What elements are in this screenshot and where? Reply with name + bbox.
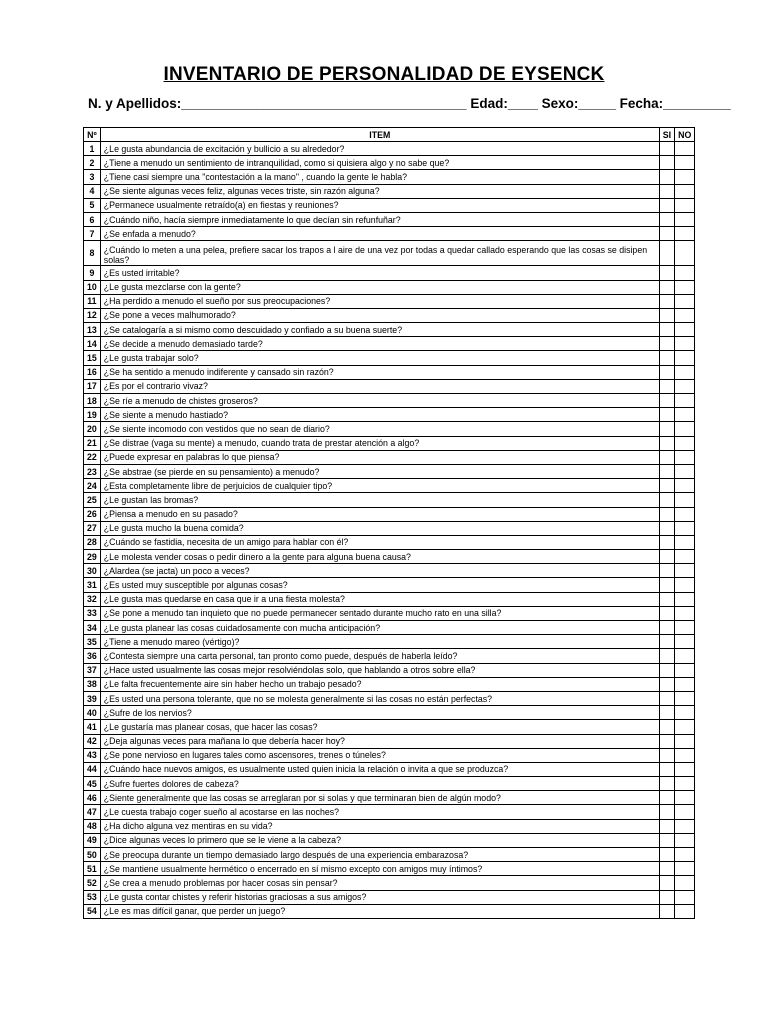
answer-no-cell[interactable]: [675, 379, 695, 393]
answer-si-cell[interactable]: [659, 748, 674, 762]
respondent-fields-line: N. y Apellidos:______________________________________ Edad:____ Sexo:_____ Fecha:_________: [88, 96, 731, 111]
item-question: ¿Le gustaría mas planear cosas, que hacer las cosas?: [100, 720, 659, 734]
table-row: [84, 241, 695, 266]
item-number: 8: [84, 241, 101, 266]
item-number: 20: [84, 422, 101, 436]
table-row: [84, 691, 695, 705]
answer-no-cell[interactable]: [675, 848, 695, 862]
item-question: ¿Permanece usualmente retraído(a) en fiestas y reuniones?: [100, 198, 659, 212]
item-number: 18: [84, 394, 101, 408]
item-number: 52: [84, 876, 101, 890]
answer-no-cell[interactable]: [675, 280, 695, 294]
answer-no-cell[interactable]: [675, 323, 695, 337]
answer-si-cell[interactable]: [659, 663, 674, 677]
item-number: 44: [84, 762, 101, 776]
answer-no-cell[interactable]: [675, 170, 695, 184]
answer-si-cell[interactable]: [659, 212, 674, 226]
item-question: ¿Le cuesta trabajo coger sueño al acostarse en las noches?: [100, 805, 659, 819]
answer-si-cell[interactable]: [659, 706, 674, 720]
answer-no-cell[interactable]: [675, 422, 695, 436]
item-question: ¿Es usted una persona tolerante, que no se molesta generalmente si las cosas no están perfectas?: [100, 691, 659, 705]
answer-no-cell[interactable]: [675, 464, 695, 478]
item-number: 36: [84, 649, 101, 663]
item-question: ¿Le gusta trabajar solo?: [100, 351, 659, 365]
item-question: ¿Le gusta planear las cosas cuidadosamente con mucha anticipación?: [100, 621, 659, 635]
table-row: [84, 450, 695, 464]
column-header-si: SI: [659, 128, 674, 142]
answer-si-cell[interactable]: [659, 777, 674, 791]
item-number: 31: [84, 578, 101, 592]
table-row: [84, 408, 695, 422]
answer-no-cell[interactable]: [675, 266, 695, 280]
answer-no-cell[interactable]: [675, 351, 695, 365]
answer-si-cell[interactable]: [659, 535, 674, 549]
item-question: ¿Se pone a veces malhumorado?: [100, 308, 659, 322]
item-question: ¿Ha dicho alguna vez mentiras en su vida?: [100, 819, 659, 833]
item-question: ¿Se preocupa durante un tiempo demasiado largo después de una experiencia embarazosa?: [100, 848, 659, 862]
table-row: [84, 142, 695, 156]
item-question: ¿Hace usted usualmente las cosas mejor resolviéndolas solo, que hablando a otros sobre ella?: [100, 663, 659, 677]
item-question: ¿Contesta siempre una carta personal, tan pronto como puede, después de haberla leído?: [100, 649, 659, 663]
item-number: 16: [84, 365, 101, 379]
answer-si-cell[interactable]: [659, 592, 674, 606]
answer-si-cell[interactable]: [659, 762, 674, 776]
item-number: 10: [84, 280, 101, 294]
table-row: [84, 337, 695, 351]
table-row: [84, 156, 695, 170]
item-number: 49: [84, 833, 101, 847]
answer-no-cell[interactable]: [675, 408, 695, 422]
item-question: ¿Se ríe a menudo de chistes groseros?: [100, 394, 659, 408]
item-question: ¿Se enfada a menudo?: [100, 227, 659, 241]
item-question: ¿Se decide a menudo demasiado tarde?: [100, 337, 659, 351]
answer-si-cell[interactable]: [659, 521, 674, 535]
answer-no-cell[interactable]: [675, 706, 695, 720]
answer-no-cell[interactable]: [675, 550, 695, 564]
answer-no-cell[interactable]: [675, 142, 695, 156]
inventory-table: [83, 127, 695, 919]
table-row: [84, 507, 695, 521]
item-number: 21: [84, 436, 101, 450]
item-question: ¿Tiene a menudo un sentimiento de intranquilidad, como si quisiera algo y no sabe que?: [100, 156, 659, 170]
answer-no-cell[interactable]: [675, 890, 695, 904]
table-row: [84, 734, 695, 748]
item-number: 50: [84, 848, 101, 862]
item-number: 2: [84, 156, 101, 170]
table-row: [84, 592, 695, 606]
answer-si-cell[interactable]: [659, 170, 674, 184]
answer-no-cell[interactable]: [675, 212, 695, 226]
item-number: 54: [84, 904, 101, 918]
item-question: ¿Deja algunas veces para mañana lo que debería hacer hoy?: [100, 734, 659, 748]
item-number: 39: [84, 691, 101, 705]
item-question: ¿Se catalogaría a si mismo como descuidado y confiado a su buena suerte?: [100, 323, 659, 337]
answer-no-cell[interactable]: [675, 507, 695, 521]
table-row: [84, 266, 695, 280]
answer-si-cell[interactable]: [659, 464, 674, 478]
table-row: [84, 833, 695, 847]
table-row: [84, 550, 695, 564]
answer-si-cell[interactable]: [659, 493, 674, 507]
answer-no-cell[interactable]: [675, 394, 695, 408]
table-row: [84, 323, 695, 337]
table-row: [84, 635, 695, 649]
item-number: 40: [84, 706, 101, 720]
table-row: [84, 762, 695, 776]
answer-no-cell[interactable]: [675, 606, 695, 620]
item-question: ¿Esta completamente libre de perjuicios de cualquier tipo?: [100, 479, 659, 493]
item-question: ¿Le gusta mas quedarse en casa que ir a una fiesta molesta?: [100, 592, 659, 606]
table-row: [84, 422, 695, 436]
item-number: 33: [84, 606, 101, 620]
answer-no-cell[interactable]: [675, 791, 695, 805]
item-number: 29: [84, 550, 101, 564]
answer-no-cell[interactable]: [675, 479, 695, 493]
table-row: [84, 706, 695, 720]
item-number: 43: [84, 748, 101, 762]
answer-no-cell[interactable]: [675, 663, 695, 677]
answer-si-cell[interactable]: [659, 564, 674, 578]
answer-no-cell[interactable]: [675, 493, 695, 507]
answer-no-cell[interactable]: [675, 436, 695, 450]
answer-no-cell[interactable]: [675, 241, 695, 266]
table-row: [84, 904, 695, 918]
answer-si-cell[interactable]: [659, 904, 674, 918]
answer-si-cell[interactable]: [659, 337, 674, 351]
item-number: 38: [84, 677, 101, 691]
answer-si-cell[interactable]: [659, 606, 674, 620]
answer-si-cell[interactable]: [659, 862, 674, 876]
answer-no-cell[interactable]: [675, 762, 695, 776]
answer-si-cell[interactable]: [659, 184, 674, 198]
answer-si-cell[interactable]: [659, 308, 674, 322]
item-question: ¿Alardea (se jacta) un poco a veces?: [100, 564, 659, 578]
table-row: [84, 791, 695, 805]
item-number: 1: [84, 142, 101, 156]
answer-si-cell[interactable]: [659, 635, 674, 649]
item-question: ¿Se abstrae (se pierde en su pensamiento) a menudo?: [100, 464, 659, 478]
answer-si-cell[interactable]: [659, 266, 674, 280]
answer-si-cell[interactable]: [659, 876, 674, 890]
item-number: 19: [84, 408, 101, 422]
item-question: ¿Es usted irritable?: [100, 266, 659, 280]
table-row: [84, 308, 695, 322]
answer-si-cell[interactable]: [659, 479, 674, 493]
answer-si-cell[interactable]: [659, 408, 674, 422]
table-body: [84, 142, 695, 919]
answer-no-cell[interactable]: [675, 564, 695, 578]
answer-no-cell[interactable]: [675, 734, 695, 748]
answer-no-cell[interactable]: [675, 294, 695, 308]
item-question: ¿Cuándo se fastidia, necesita de un amigo para hablar con él?: [100, 535, 659, 549]
item-question: ¿Es por el contrario vivaz?: [100, 379, 659, 393]
item-number: 34: [84, 621, 101, 635]
answer-no-cell[interactable]: [675, 450, 695, 464]
item-question: ¿Le es mas difícil ganar, que perder un juego?: [100, 904, 659, 918]
answer-no-cell[interactable]: [675, 621, 695, 635]
answer-si-cell[interactable]: [659, 227, 674, 241]
answer-si-cell[interactable]: [659, 351, 674, 365]
answer-si-cell[interactable]: [659, 365, 674, 379]
answer-si-cell[interactable]: [659, 691, 674, 705]
item-number: 41: [84, 720, 101, 734]
table-row: [84, 677, 695, 691]
item-number: 13: [84, 323, 101, 337]
answer-no-cell[interactable]: [675, 777, 695, 791]
answer-no-cell[interactable]: [675, 308, 695, 322]
item-question: ¿Se mantiene usualmente hermético o encerrado en sí mismo excepto con amigos muy íntimos?: [100, 862, 659, 876]
item-number: 5: [84, 198, 101, 212]
item-question: ¿Le molesta vender cosas o pedir dinero a la gente para alguna buena causa?: [100, 550, 659, 564]
item-number: 42: [84, 734, 101, 748]
answer-no-cell[interactable]: [675, 720, 695, 734]
answer-no-cell[interactable]: [675, 535, 695, 549]
answer-si-cell[interactable]: [659, 142, 674, 156]
item-number: 51: [84, 862, 101, 876]
answer-si-cell[interactable]: [659, 379, 674, 393]
answer-si-cell[interactable]: [659, 550, 674, 564]
item-number: 25: [84, 493, 101, 507]
table-row: [84, 564, 695, 578]
item-number: 48: [84, 819, 101, 833]
answer-no-cell[interactable]: [675, 227, 695, 241]
item-question: ¿Le gustan las bromas?: [100, 493, 659, 507]
item-number: 7: [84, 227, 101, 241]
item-number: 46: [84, 791, 101, 805]
answer-si-cell[interactable]: [659, 156, 674, 170]
table-row: [84, 606, 695, 620]
table-row: [84, 663, 695, 677]
item-question: ¿Siente generalmente que las cosas se arreglaran por si solas y que terminaran bien de algún modo?: [100, 791, 659, 805]
answer-no-cell[interactable]: [675, 521, 695, 535]
item-number: 45: [84, 777, 101, 791]
item-question: ¿Cuándo niño, hacía siempre inmediatamente lo que decían sin refunfuñar?: [100, 212, 659, 226]
answer-no-cell[interactable]: [675, 819, 695, 833]
answer-si-cell[interactable]: [659, 819, 674, 833]
answer-no-cell[interactable]: [675, 833, 695, 847]
answer-no-cell[interactable]: [675, 904, 695, 918]
column-header-item: ITEM: [100, 128, 659, 142]
table-row: [84, 394, 695, 408]
answer-no-cell[interactable]: [675, 592, 695, 606]
answer-no-cell[interactable]: [675, 365, 695, 379]
table-row: [84, 848, 695, 862]
item-number: 6: [84, 212, 101, 226]
answer-si-cell[interactable]: [659, 621, 674, 635]
answer-si-cell[interactable]: [659, 507, 674, 521]
answer-si-cell[interactable]: [659, 323, 674, 337]
table-row: [84, 621, 695, 635]
item-number: 24: [84, 479, 101, 493]
answer-si-cell[interactable]: [659, 890, 674, 904]
item-number: 26: [84, 507, 101, 521]
table-row: [84, 819, 695, 833]
answer-no-cell[interactable]: [675, 184, 695, 198]
item-number: 15: [84, 351, 101, 365]
item-number: 32: [84, 592, 101, 606]
item-number: 3: [84, 170, 101, 184]
answer-no-cell[interactable]: [675, 876, 695, 890]
item-number: 17: [84, 379, 101, 393]
answer-si-cell[interactable]: [659, 649, 674, 663]
answer-si-cell[interactable]: [659, 394, 674, 408]
table-row: [84, 521, 695, 535]
item-number: 23: [84, 464, 101, 478]
item-question: ¿Le gusta mezclarse con la gente?: [100, 280, 659, 294]
item-question: ¿Le gusta contar chistes y referir historias graciosas a sus amigos?: [100, 890, 659, 904]
answer-no-cell[interactable]: [675, 198, 695, 212]
answer-si-cell[interactable]: [659, 734, 674, 748]
item-question: ¿Piensa a menudo en su pasado?: [100, 507, 659, 521]
answer-si-cell[interactable]: [659, 833, 674, 847]
table-header-row: [84, 128, 695, 142]
item-number: 9: [84, 266, 101, 280]
table-row: [84, 890, 695, 904]
answer-no-cell[interactable]: [675, 635, 695, 649]
item-question: ¿Sufre fuertes dolores de cabeza?: [100, 777, 659, 791]
answer-no-cell[interactable]: [675, 748, 695, 762]
answer-si-cell[interactable]: [659, 720, 674, 734]
table-row: [84, 748, 695, 762]
answer-no-cell[interactable]: [675, 691, 695, 705]
table-row: [84, 862, 695, 876]
item-number: 12: [84, 308, 101, 322]
item-question: ¿Dice algunas veces lo primero que se le viene a la cabeza?: [100, 833, 659, 847]
answer-si-cell[interactable]: [659, 578, 674, 592]
table-row: [84, 436, 695, 450]
item-question: ¿Se crea a menudo problemas por hacer cosas sin pensar?: [100, 876, 659, 890]
answer-no-cell[interactable]: [675, 649, 695, 663]
table-row: [84, 365, 695, 379]
table-row: [84, 212, 695, 226]
item-number: 28: [84, 535, 101, 549]
table-row: [84, 720, 695, 734]
answer-no-cell[interactable]: [675, 862, 695, 876]
item-question: ¿Ha perdido a menudo el sueño por sus preocupaciones?: [100, 294, 659, 308]
item-number: 35: [84, 635, 101, 649]
table-row: [84, 649, 695, 663]
answer-si-cell[interactable]: [659, 677, 674, 691]
answer-no-cell[interactable]: [675, 337, 695, 351]
table-row: [84, 805, 695, 819]
item-number: 30: [84, 564, 101, 578]
item-question: ¿Se siente algunas veces feliz, algunas veces triste, sin razón alguna?: [100, 184, 659, 198]
item-number: 37: [84, 663, 101, 677]
item-question: ¿Tiene casi siempre una "contestación a la mano" , cuando la gente le habla?: [100, 170, 659, 184]
item-question: ¿Puede expresar en palabras lo que piensa?: [100, 450, 659, 464]
item-number: 14: [84, 337, 101, 351]
table-row: [84, 578, 695, 592]
item-question: ¿Tiene a menudo mareo (vértigo)?: [100, 635, 659, 649]
table-row: [84, 493, 695, 507]
answer-no-cell[interactable]: [675, 677, 695, 691]
table-row: [84, 351, 695, 365]
item-question: ¿Le falta frecuentemente aire sin haber hecho un trabajo pesado?: [100, 677, 659, 691]
item-question: ¿Le gusta mucho la buena comida?: [100, 521, 659, 535]
answer-si-cell[interactable]: [659, 436, 674, 450]
answer-si-cell[interactable]: [659, 241, 674, 266]
item-question: ¿Cuándo hace nuevos amigos, es usualmente usted quien inicia la relación o invita a que se produzca?: [100, 762, 659, 776]
table-row: [84, 479, 695, 493]
item-number: 53: [84, 890, 101, 904]
item-question: ¿Le gusta abundancia de excitación y bullicio a su alrededor?: [100, 142, 659, 156]
item-question: ¿Se ha sentido a menudo indiferente y cansado sin razón?: [100, 365, 659, 379]
item-question: ¿Cuándo lo meten a una pelea, prefiere sacar los trapos a l aire de una vez por todas a quedar callado esperando que las cosas se disipen solas?: [100, 241, 659, 266]
column-header-number: Nº: [84, 128, 101, 142]
answer-si-cell[interactable]: [659, 294, 674, 308]
answer-si-cell[interactable]: [659, 422, 674, 436]
item-number: 11: [84, 294, 101, 308]
answer-no-cell[interactable]: [675, 805, 695, 819]
answer-si-cell[interactable]: [659, 805, 674, 819]
table-row: [84, 170, 695, 184]
table-row: [84, 876, 695, 890]
item-question: ¿Es usted muy susceptible por algunas cosas?: [100, 578, 659, 592]
item-number: 27: [84, 521, 101, 535]
answer-no-cell[interactable]: [675, 578, 695, 592]
table-row: [84, 535, 695, 549]
table-row: [84, 464, 695, 478]
table-row: [84, 280, 695, 294]
answer-si-cell[interactable]: [659, 791, 674, 805]
item-number: 4: [84, 184, 101, 198]
item-question: ¿Se distrae (vaga su mente) a menudo, cuando trata de prestar atención a algo?: [100, 436, 659, 450]
answer-no-cell[interactable]: [675, 156, 695, 170]
item-question: ¿Se pone a menudo tan inquieto que no puede permanecer sentado durante mucho rato en una silla?: [100, 606, 659, 620]
table-row: [84, 777, 695, 791]
item-question: ¿Se siente a menudo hastiado?: [100, 408, 659, 422]
item-number: 22: [84, 450, 101, 464]
answer-si-cell[interactable]: [659, 848, 674, 862]
document-title: INVENTARIO DE PERSONALIDAD DE EYSENCK: [163, 64, 605, 85]
item-question: ¿Sufre de los nervios?: [100, 706, 659, 720]
answer-si-cell[interactable]: [659, 280, 674, 294]
item-question: ¿Se siente incomodo con vestidos que no sean de diario?: [100, 422, 659, 436]
table-row: [84, 198, 695, 212]
answer-si-cell[interactable]: [659, 450, 674, 464]
item-number: 47: [84, 805, 101, 819]
table-row: [84, 227, 695, 241]
table-row: [84, 379, 695, 393]
table-row: [84, 184, 695, 198]
answer-si-cell[interactable]: [659, 198, 674, 212]
column-header-no: NO: [675, 128, 695, 142]
table-row: [84, 294, 695, 308]
item-question: ¿Se pone nervioso en lugares tales como ascensores, trenes o túneles?: [100, 748, 659, 762]
